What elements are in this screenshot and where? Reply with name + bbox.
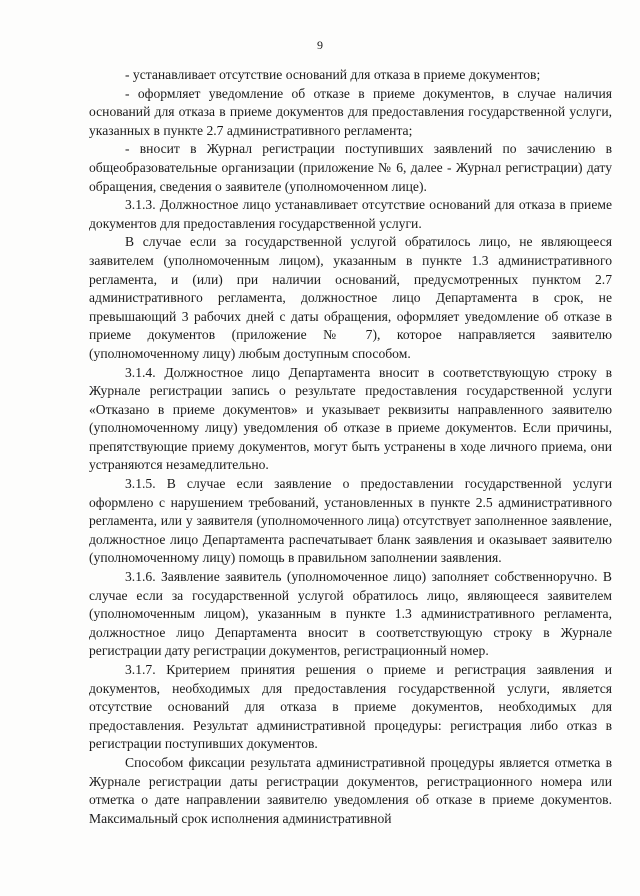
paragraph: Способом фиксации результата административной процедуры является отметка в Журнале регистрации даты регистрации документов, регистрационного номера или отметка о дате направлении заявителю уведомления об отказе в приеме документов. Максимальный срок исполнения административной [89, 754, 612, 826]
page-number: 9 [317, 38, 323, 52]
paragraph: 3.1.5. В случае если заявление о предоставлении государственной услуги оформлено с нарушением требований, установленных в пункте 2.5 административного регламента, или у заявителя (уполномоченного лица) отсутствует заполненное заявление, должностное лицо Департамента распечатывает бланк заявления и оказывает заявителю (уполномоченному лицу) помощь в правильном заполнении заявления. [89, 476, 612, 566]
paragraph: - устанавливает отсутствие оснований для отказа в приеме документов; [125, 67, 541, 82]
paragraph: 3.1.3. Должностное лицо устанавливает отсутствие оснований для отказа в приеме документов для предоставления государственной услуги. [89, 197, 612, 231]
paragraph: - вносит в Журнал регистрации поступивших заявлений по зачислению в общеобразовательные организации (приложение № 6, далее - Журнал регистрации) дату обращения, сведения о заявителе (уполномоченном лице). [89, 141, 612, 194]
document-body [89, 66, 612, 828]
paragraph: В случае если за государственной услугой обратилось лицо, не являющееся заявителем (уполномоченным лицом), указанным в пункте 1.3 административного регламента, и (или) при наличии оснований, предусмотренных пунктом 2.7 административного регламента, должностное лицо Департамента в срок, не превышающий 3 рабочих дней с даты обращения, оформляет уведомление об отказе в приеме документов (приложение № 7), которое направляется заявителю (уполномоченному лицу) любым доступным способом. [89, 234, 612, 361]
paragraph: 3.1.6. Заявление заявитель (уполномоченное лицо) заполняет собственноручно. В случае если за государственной услугой обратилось лицо, являющееся заявителем (уполномоченным лицом), указанным в пункте 1.3 административного регламента, должностное лицо Департамента вносит в соответствующую строку в Журнале регистрации дату регистрации документов, регистрационный номер. [89, 569, 612, 659]
paragraph: 3.1.4. Должностное лицо Департамента вносит в соответствующую строку в Журнале регистрации запись о результате предоставления государственной услуги «Отказано в приеме документов» и указывает реквизиты направленного заявителю (уполномоченному лицу) уведомления об отказе в приеме документов. Если причины, препятствующие приему документов, могут быть устранены в ходе личного приема, они устраняются незамедлительно. [89, 364, 612, 473]
paragraph: - оформляет уведомление об отказе в приеме документов, в случае наличия оснований для отказа в приеме документов для предоставления государственной услуги, указанных в пункте 2.7 административного регламента; [89, 85, 612, 138]
paragraph: 3.1.7. Критерием принятия решения о приеме и регистрация заявления и документов, необходимых для предоставления государственной услуги, является отсутствие оснований для отказа в приеме документов, необходимых для предоставления. Результат административной процедуры: регистрация либо отказ в регистрации поступивших документов. [89, 662, 612, 752]
